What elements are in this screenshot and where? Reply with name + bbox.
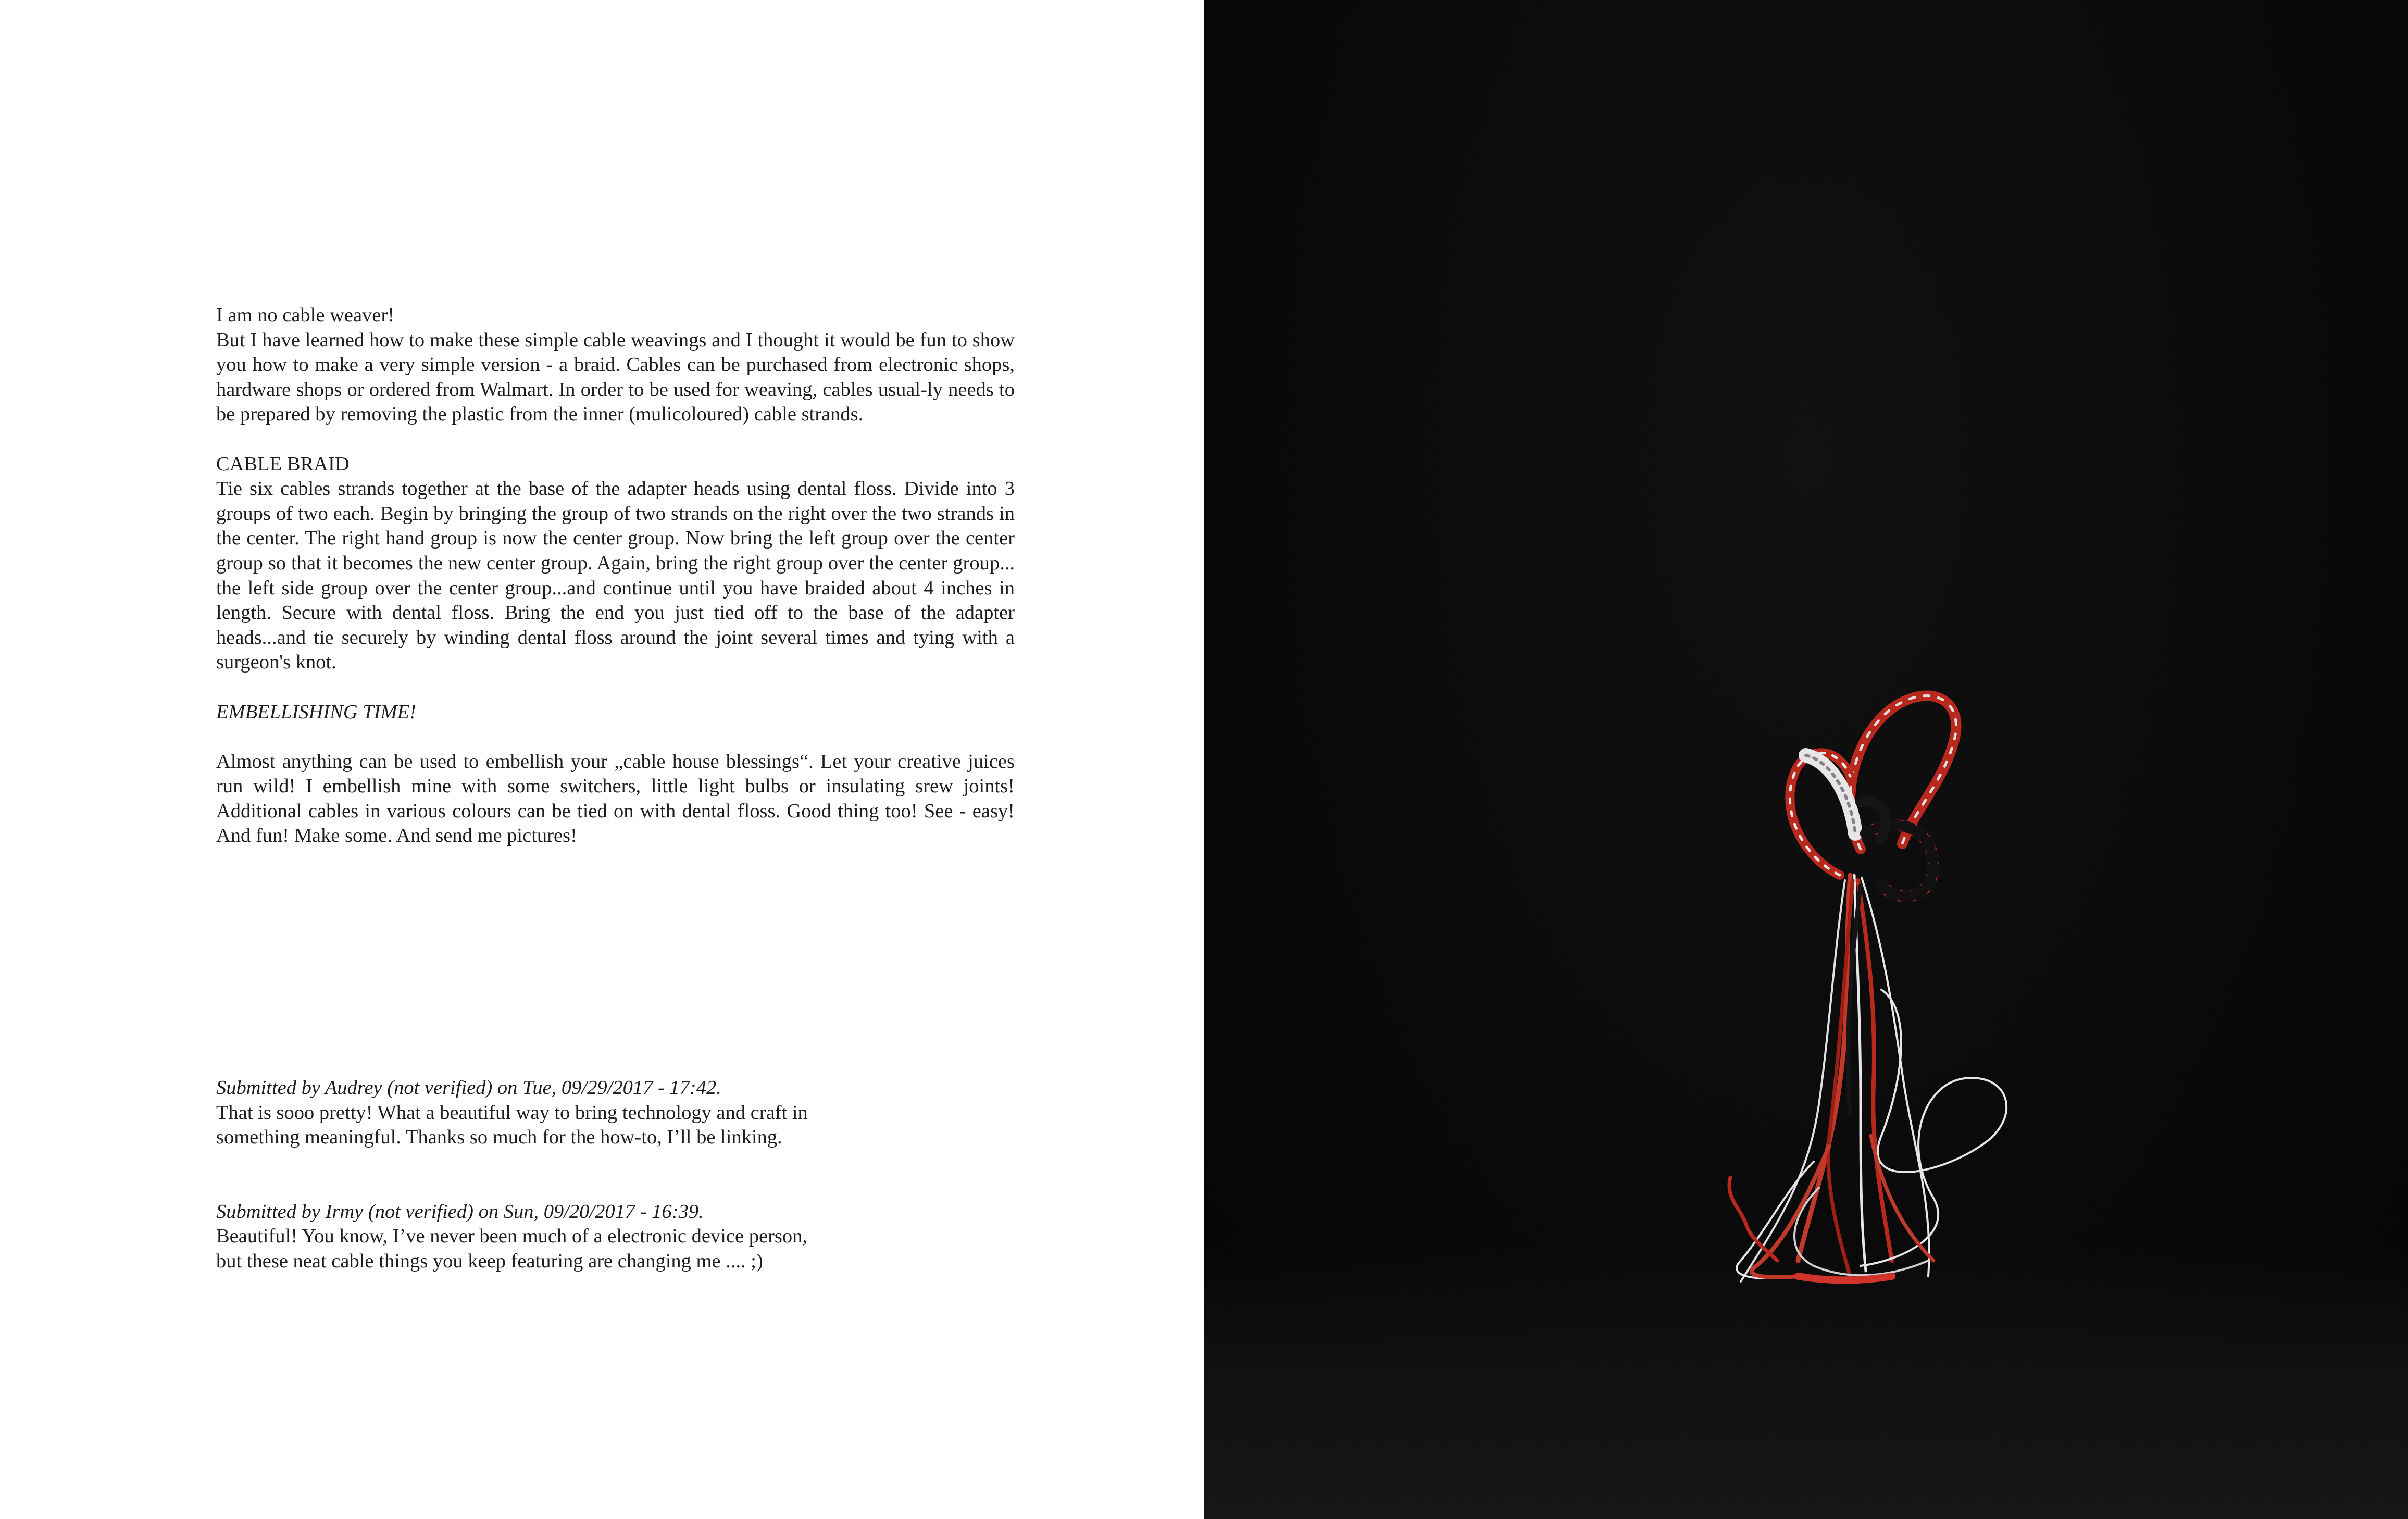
comment-body: That is sooo pretty! What a beautiful way to bring technology and craft in something meaningful. Thanks so much for the how-to, I’ll be linking. [216,1101,808,1149]
comments-section [216,1076,836,1324]
section-paragraph: Tie six cables strands together at the base of the adapter heads using dental floss. Divide into 3 groups of two each. Begin by bringing the group of two strands on the right over the two strands in the center. The right hand group is now the center group. Now bring the left group over the center group so that it becomes the new center group. Again, bring the right group over the center group... the left side group over the center group...and continue until you have braided about 4 inches in length. Secure with dental floss. Bring the end you just tied off to the base of the adapter heads...and tie securely by winding dental floss around the joint several times and tying with a surgeon's knot. [216,478,1015,674]
comment [216,1076,836,1150]
cable-sculpture-image [1569,677,2194,1380]
spacer [216,675,1015,700]
intro-paragraph: But I have learned how to make these simple cable weavings and I thought it would be fun to show you how to make a very simple version - a braid. Cables can be purchased from electronic shops, hardware shops or ordered from Walmart. In order to be used for weaving, cables usual-ly needs to be prepared by removing the plastic from the inner (mulicoloured) cable strands. [216,329,1015,426]
comment-meta: Submitted by Audrey (not verified) on Tue, 09/29/2017 - 17:42. [216,1077,721,1099]
embellish-heading: EMBELLISHING TIME! [216,701,416,723]
comment [216,1200,836,1274]
spacer [216,427,1015,452]
embellish-paragraph: Almost anything can be used to embellish your „cable house blessings“. Let your creative juices run wild! I embellish mine with some switchers, little light bulbs or insulating srew joints! Additional cables in various colours can be tied on with dental floss. Good thing too! See - easy! And fun! Make some. And send me pictures! [216,750,1015,847]
comment-meta: Submitted by Irmy (not verified) on Sun, 09/20/2017 - 16:39. [216,1200,704,1223]
photo-page [1204,0,2408,1519]
article-text [216,303,1015,849]
intro-first-line: I am no cable weaver! [216,304,395,326]
comment-body: Beautiful! You know, I’ve never been much of a electronic device person, but these neat cable things you keep featuring are changing me .... ;) [216,1225,807,1272]
spacer [216,725,1015,750]
section-heading: CABLE BRAID [216,453,350,475]
